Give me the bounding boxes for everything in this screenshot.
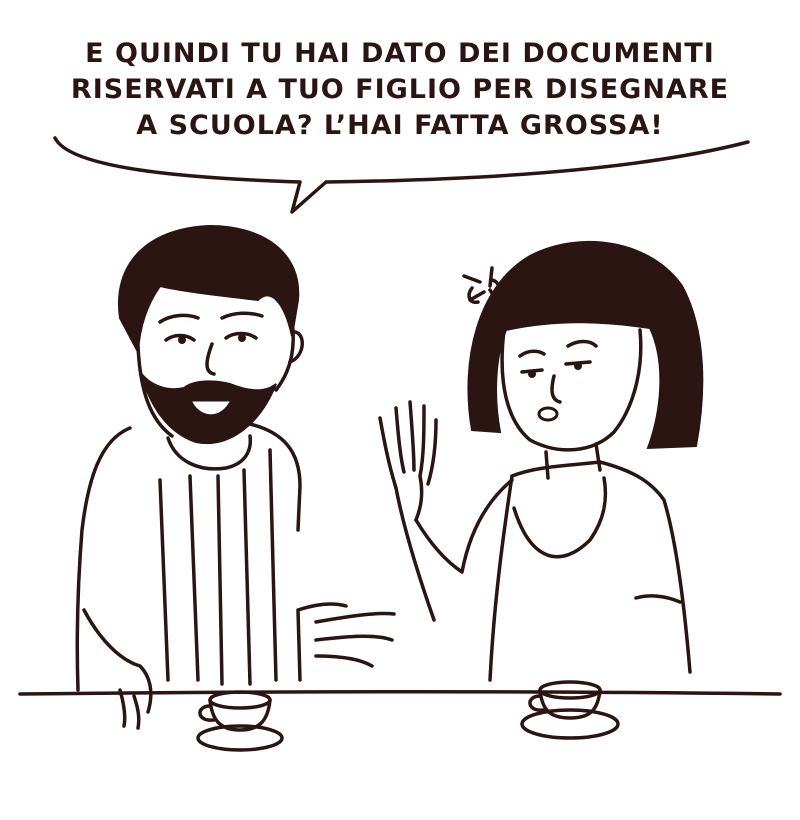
speech-line-2: RISERVATI A TUO FIGLIO PER DISEGNARE xyxy=(70,74,730,105)
speech-line-1: E QUINDI TU HAI DATO DEI DOCUMENTI xyxy=(85,38,715,69)
woman-eyebrow-right xyxy=(568,342,596,347)
man-figure xyxy=(77,226,394,728)
man-eyebrow-right xyxy=(222,313,262,318)
coffee-cup-left xyxy=(198,692,282,750)
man-pupil-right xyxy=(239,335,245,341)
man-sweater-ribs xyxy=(160,450,276,684)
woman-face xyxy=(502,330,641,450)
woman-figure xyxy=(380,242,702,680)
man-hand-left xyxy=(120,690,139,728)
speech-line-3: A SCUOLA? L’HAI FATTA GROSSA! xyxy=(136,110,664,141)
woman-sleeve xyxy=(636,596,680,602)
woman-pupil-right xyxy=(575,363,581,369)
woman-top xyxy=(490,462,690,680)
man-hair xyxy=(119,226,298,352)
woman-pupil-left xyxy=(529,371,535,377)
woman-hand-raised xyxy=(380,402,436,520)
man-hand-right xyxy=(298,604,394,680)
anger-symbol-icon xyxy=(464,268,499,302)
man-nose xyxy=(207,344,214,374)
man-arm-left xyxy=(84,610,151,712)
table-edge xyxy=(20,692,780,694)
woman-mouth xyxy=(539,408,557,420)
woman-nose xyxy=(552,376,560,402)
man-eyebrow-left xyxy=(160,315,198,322)
speech-bubble-text xyxy=(40,36,760,144)
speech-bubble-outline xyxy=(55,138,748,212)
man-pupil-left xyxy=(179,337,185,343)
woman-eyebrow-left xyxy=(520,351,544,356)
